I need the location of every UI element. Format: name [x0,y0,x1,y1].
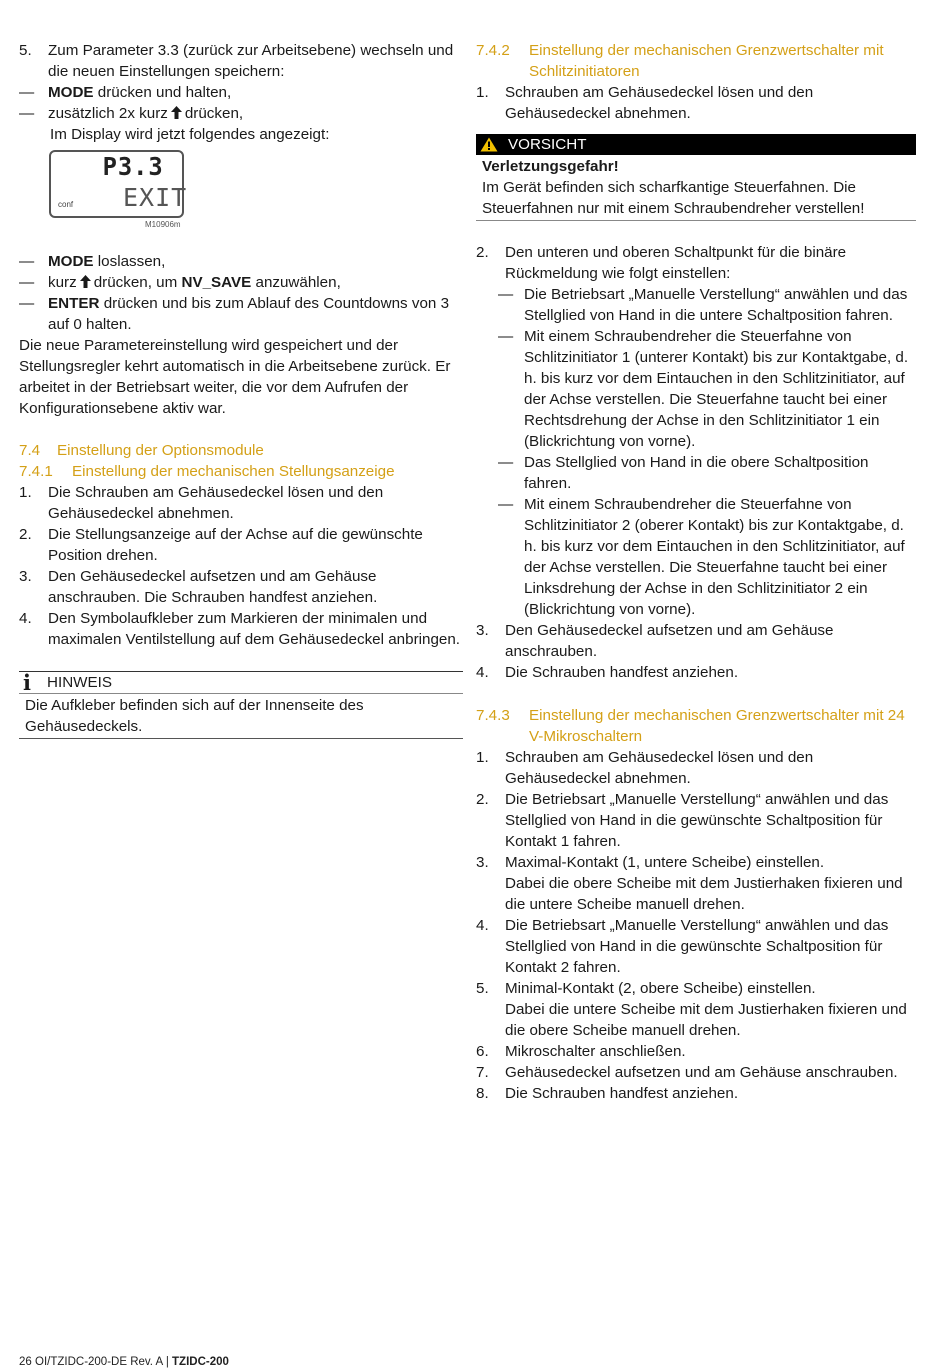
step-number: 3. [476,854,489,871]
list-item [476,1083,916,1104]
sub-item [476,452,916,494]
key-nv-save: NV_SAVE [181,274,252,291]
list-item [19,482,463,524]
step-number: 3. [476,622,489,639]
step-text: Gehäusedeckel aufsetzen und am Gehäuse anschrauben. [505,1064,898,1081]
page-footer [19,1355,229,1369]
dash-marker: — [498,328,514,345]
step-extra: Dabei die untere Scheibe mit dem Justierhaken fixieren und die obere Scheibe manuell drehen. [505,1001,907,1039]
dash-item-mode-hold [19,82,463,103]
notice-label: VORSICHT [508,136,587,153]
sub-item [476,494,916,620]
dash-item-enter [19,293,463,335]
dash-text: kurz [48,274,77,291]
step-number: 4. [19,610,32,627]
dash-text: drücken und halten, [93,84,232,101]
up-arrow-icon [171,106,182,119]
list-item [476,789,916,852]
step-extra: Dabei die obere Scheibe mit dem Justierhaken fixieren und die untere Scheibe manuell drehen. [505,875,903,913]
dash-marker: — [19,274,35,291]
dash-text: loslassen, [93,253,166,270]
list-item [476,747,916,789]
section-title: Einstellung der mechanischen Stellungsanzeige [72,463,395,480]
step-text: Den Gehäusedeckel aufsetzen und am Gehäuse anschrauben. [505,622,834,660]
list-item [476,1062,916,1083]
step-number: 4. [476,664,489,681]
key-enter: ENTER [48,295,100,312]
section-title: Einstellung der mechanischen Grenzwertschalter mit Schlitzinitiatoren [529,42,884,80]
step-text: Maximal-Kontakt (1, untere Scheibe) einstellen. [505,854,825,871]
dash-text-end: anzuwählen, [251,274,341,291]
sub-text: Das Stellglied von Hand in die obere Schaltposition fahren. [524,454,869,492]
step-text: Zum Parameter 3.3 (zurück zur Arbeitsebene) wechseln und die neuen Einstellungen speichern: [48,42,454,80]
step-number: 6. [476,1043,489,1060]
step-text: Die Schrauben handfest anziehen. [505,664,739,681]
list-item [476,242,916,284]
step-text: Den unteren und oberen Schaltpunkt für die binäre Rückmeldung wie folgt einstellen: [505,244,847,282]
step-number: 7. [476,1064,489,1081]
right-column [476,40,916,1104]
dash-marker: — [19,84,35,101]
sub-text: Mit einem Schraubendreher die Steuerfahne von Schlitzinitiator 2 (oberer Kontakt) bis zur Kontaktgabe, d. h. bis kurz vor dem Eintauchen in den Schlitzinitiator, auf der Achse verstellen. Die Steuerfahne taucht bei einer Linksdrehung der Achse in den Schlitzinitiator 2 ein (Blickrichtung von vorne). [524,496,905,618]
list-item [476,620,916,662]
dash-text-mid: drücken, um [93,274,182,291]
section-number: 7.4 [19,442,41,459]
display-intro: Im Display wird jetzt folgendes angezeigt: [50,126,330,143]
list-item [19,524,463,566]
step-number: 8. [476,1085,489,1102]
section-heading-7-4-1 [19,461,463,482]
section-title: Einstellung der Optionsmodule [57,442,264,459]
step-text: Die Betriebsart „Manuelle Verstellung“ anwählen und das Stellglied von Hand in die gewünschte Schaltposition für Kontakt 1 fahren. [505,791,889,850]
step-number: 2. [19,526,32,543]
step-text: Minimal-Kontakt (2, obere Scheibe) einstellen. [505,980,816,997]
step-text: Den Gehäusedeckel aufsetzen und am Gehäuse anschrauben. Die Schrauben handfest anziehen. [48,568,378,606]
step-text: Die Schrauben am Gehäusedeckel lösen und den Gehäusedeckel abnehmen. [48,484,384,522]
section-title: Einstellung der mechanischen Grenzwertschalter mit 24 V-Mikroschaltern [529,707,905,745]
step-text: Schrauben am Gehäusedeckel lösen und den Gehäusedeckel abnehmen. [505,749,814,787]
section-heading-7-4 [19,440,463,461]
steps-7-4-1 [19,482,463,650]
footer-separator: | [165,1356,169,1368]
left-column [19,40,463,739]
page-number: 26 [19,1356,32,1368]
list-item [476,662,916,683]
sub-text: Mit einem Schraubendreher die Steuerfahne von Schlitzinitiator 1 (unterer Kontakt) bis zur Kontaktgabe, d. h. bis kurz vor dem Eintauchen in den Schlitzinitiator, auf der Achse verstellen. Die Steuerfahne taucht bei einer Rechtsdrehung der Achse in den Schlitzinitiator 1 ein (Blickrichtung von vorne). [524,328,909,450]
section-heading-7-4-3 [476,705,916,747]
key-mode: MODE [48,253,94,270]
list-item [476,852,916,915]
step-text: Die Betriebsart „Manuelle Verstellung“ anwählen und das Stellglied von Hand in die gewünschte Schaltposition für Kontakt 2 fahren. [505,917,889,976]
step-number: 2. [476,244,489,261]
list-item [476,915,916,978]
lcd-sub-value: EXIT [123,183,188,212]
step-number: 1. [19,484,32,501]
dash-marker: — [498,286,514,303]
up-arrow-icon [80,275,91,288]
dash-text: drücken und bis zum Ablauf des Countdowns von 3 auf 0 halten. [48,295,450,333]
info-icon: i [23,670,31,695]
step-text: Schrauben am Gehäusedeckel lösen und den Gehäusedeckel abnehmen. [505,84,814,122]
dash-text: zusätzlich 2x kurz [48,105,168,122]
dash-marker: — [19,295,35,312]
step-text: Die Schrauben handfest anziehen. [505,1085,739,1102]
figure-code: M10906m [145,220,181,229]
list-item [476,82,916,124]
paragraph-new-setting: Die neue Parametereinstellung wird gespeichert und der Stellungsregler kehrt automatisch in die Arbeitsebene zurück. Er arbeitet in der Betriebsart weiter, die vor dem Aufrufen der Konfigurationsebene aktiv war. [19,337,451,417]
lcd-corner-label: conf [58,200,74,209]
document-id: OI/TZIDC-200-DE Rev. A [35,1356,163,1368]
step-number: 3. [19,568,32,585]
step-text: Mikroschalter anschließen. [505,1043,686,1060]
dash-marker: — [498,496,514,513]
step-number: 5. [476,980,489,997]
dash-item-mode-release [19,251,463,272]
dash-marker: — [19,253,35,270]
key-mode: MODE [48,84,94,101]
step-number: 5. [19,42,32,59]
step-number: 2. [476,791,489,808]
list-item [476,1041,916,1062]
notice-title: Verletzungsgefahr! [482,158,619,175]
sub-text: Die Betriebsart „Manuelle Verstellung“ anwählen und das Stellglied von Hand in die untere Schaltposition fahren. [524,286,908,324]
sub-item [476,284,916,326]
step-text: Den Symbolaufkleber zum Markieren der minimalen und maximalen Ventilstellung auf dem Gehäusedeckel anbringen. [48,610,461,648]
step-number: 1. [476,84,489,101]
notice-body: Die Aufkleber befinden sich auf der Innenseite des Gehäusedeckels. [25,697,364,735]
lcd-main-value: P3.3 [102,152,164,181]
notice-header [19,672,463,694]
list-item [476,978,916,1041]
dash-item-nvsave [19,272,463,293]
step-text: Die Stellungsanzeige auf der Achse auf die gewünschte Position drehen. [48,526,423,564]
hinweis-notice [19,671,463,739]
dash-text-end: drücken, [184,105,244,122]
section-number: 7.4.2 [476,42,510,59]
step-number: 1. [476,749,489,766]
section-number: 7.4.3 [476,707,510,724]
list-item [19,608,463,650]
warning-triangle-icon [480,137,498,152]
notice-label: HINWEIS [47,673,112,691]
lcd-display-figure [49,150,188,230]
section-number: 7.4.1 [19,463,53,480]
vorsicht-notice [476,134,916,221]
sub-item [476,326,916,452]
dash-marker: — [19,105,35,122]
step-number: 4. [476,917,489,934]
dash-item-additional [19,103,463,124]
step-5 [19,40,463,82]
list-item [19,566,463,608]
notice-header [476,134,916,155]
notice-text: Im Gerät befinden sich scharfkantige Steuerfahnen. Die Steuerfahnen nur mit einem Schraubendreher verstellen! [482,179,865,217]
dash-marker: — [498,454,514,471]
notice-body [476,155,916,220]
section-heading-7-4-2 [476,40,916,82]
product-name: TZIDC-200 [172,1356,229,1368]
steps-7-4-3 [476,747,916,1104]
